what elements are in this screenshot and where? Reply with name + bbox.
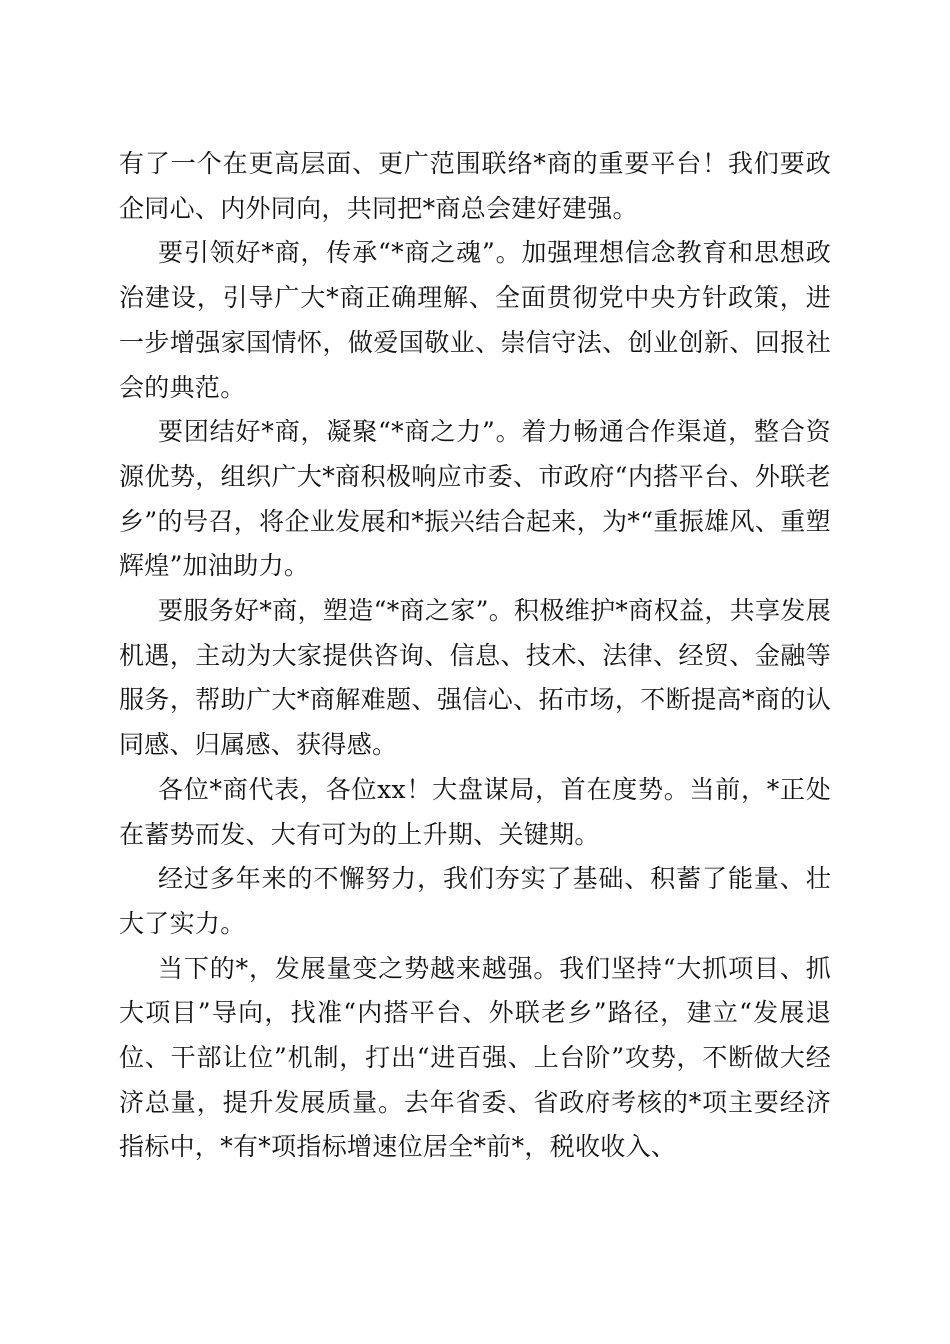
document-body: [119, 142, 831, 1170]
paragraph-5: 各位*商代表，各位xx！大盘谋局，首在度势。当前，*正处在蓄势而发、大有可为的上升期、关键期。: [119, 774, 831, 849]
paragraph-2: 要引领好*商，传承“*商之魂”。加强理想信念教育和思想政治建设，引导广大*商正确理解、全面贯彻党中央方针政策，进一步增强家国情怀，做爱国敬业、崇信守法、创业创新、回报社会的典范。: [119, 238, 831, 402]
paragraph-6: 经过多年来的不懈努力，我们夯实了基础、积蓄了能量、壮大了实力。: [119, 864, 831, 938]
paragraph-4: 要服务好*商，塑造“*商之家”。积极维护*商权益，共享发展机遇，主动为大家提供咨询、信息、技术、法律、经贸、金融等服务，帮助广大*商解难题、强信心、拓市场，不断提高*商的认同感、归属感、获得感。: [119, 596, 831, 760]
paragraph-7: 当下的*，发展量变之势越来越强。我们坚持“大抓项目、抓大项目”导向，找准“内搭平台、外联老乡”路径，建立“发展退位、干部让位”机制，打出“进百强、上台阶”攻势，不断做大经济总量，提升发展质量。去年省委、省政府考核的*项主要经济指标中，*有*项指标增速位居全*前*，税收收入、: [119, 953, 831, 1162]
paragraph-3: 要团结好*商，凝聚“*商之力”。着力畅通合作渠道，整合资源优势，组织广大*商积极响应市委、市政府“内搭平台、外联老乡”的号召，将企业发展和*振兴结合起来，为*“重振雄风、重塑辉煌”加油助力。: [119, 417, 831, 581]
paragraph-1: 有了一个在更高层面、更广范围联络*商的重要平台！我们要政企同心、内外同向，共同把*商总会建好建强。: [119, 149, 831, 223]
